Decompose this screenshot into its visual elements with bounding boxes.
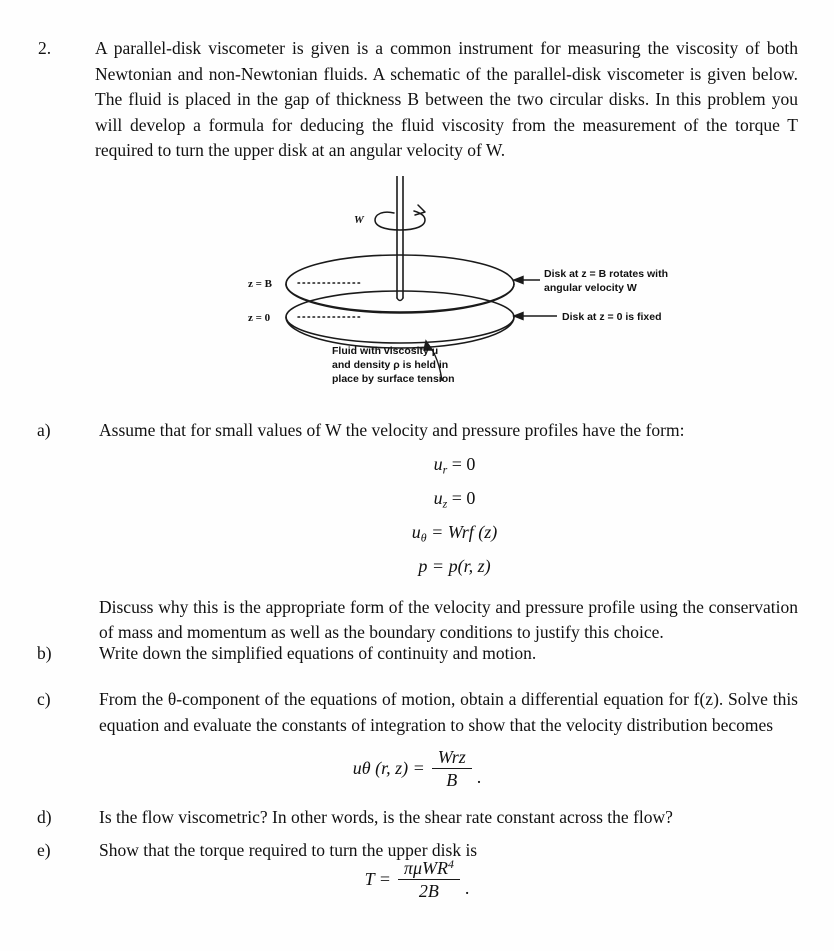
annotation-lower-line1: Disk at z = 0 is fixed — [562, 311, 662, 323]
part-b-prompt: Write down the simplified equations of continuity and motion. — [99, 643, 537, 663]
equation-pressure — [99, 552, 798, 586]
part-a-discussion: Discuss why this is the appropriate form of the velocity and pressure profile using the conservation of mass and momentum as well as the boundary conditions to justify this choice. — [99, 596, 798, 643]
equation-pressure-rhs: = p(r, z) — [431, 556, 491, 577]
velocity-equation-denominator: B — [446, 769, 458, 790]
torque-numerator-exponent: 4 — [447, 857, 454, 871]
velocity-distribution-equation — [0, 748, 834, 790]
equation-utheta-rhs: = Wrf (z) — [431, 522, 498, 543]
annotation-upper-line2: angular velocity W — [544, 282, 637, 294]
equation-uz — [99, 484, 798, 518]
part-c-label: c) — [37, 689, 51, 709]
part-b — [37, 641, 798, 667]
shaft — [397, 176, 403, 301]
equation-utheta-lhs: u — [411, 522, 421, 543]
part-b-label: b) — [37, 643, 52, 663]
torque-equation-numerator — [398, 858, 460, 880]
part-d — [37, 805, 798, 831]
part-c-prompt: From the θ-component of the equations of motion, obtain a differential equation for f(z). Solve this equation and evaluate the constants of integration to show that the velocity distribution becomes — [99, 689, 798, 735]
caption-line3: place by surface tension — [332, 373, 455, 385]
shaft-label: W — [354, 214, 364, 226]
problem-intro — [38, 36, 798, 164]
equation-utheta — [99, 518, 798, 552]
caption-line2: and density ρ is held in — [332, 359, 449, 371]
part-e-label: e) — [37, 840, 51, 860]
velocity-equation-period: . — [476, 766, 482, 787]
equation-utheta-sub: θ — [420, 530, 427, 545]
torque-equation-period: . — [464, 877, 470, 898]
part-d-label: d) — [37, 807, 52, 827]
equation-uz-lhs: u — [433, 487, 443, 508]
viscometer-schematic — [232, 176, 722, 396]
torque-equation-lhs: T = — [364, 868, 391, 889]
part-a-prompt: Assume that for small values of W the velocity and pressure profiles have the form: — [99, 420, 685, 440]
caption-line1: Fluid with viscosity μ — [332, 345, 439, 357]
part-a-equations — [99, 450, 798, 587]
lower-disk — [286, 291, 514, 348]
viscometer-svg — [232, 176, 722, 396]
upper-disk — [286, 255, 514, 313]
equation-ur — [99, 450, 798, 484]
velocity-equation-fraction — [432, 748, 472, 790]
left-label-z-b: z = B — [248, 278, 272, 290]
rotation-arrow — [375, 205, 425, 230]
part-c — [37, 687, 798, 738]
part-a — [37, 418, 798, 646]
velocity-equation-numerator: Wrz — [432, 748, 472, 769]
equation-ur-rhs: = 0 — [451, 453, 476, 474]
part-d-prompt: Is the flow viscometric? In other words, is the shear rate constant across the flow? — [99, 807, 673, 827]
part-a-label: a) — [37, 420, 51, 440]
problem-number: 2. — [38, 38, 52, 58]
torque-equation — [0, 858, 834, 901]
equation-ur-lhs: u — [433, 453, 443, 474]
part-e-prompt: Show that the torque required to turn the upper disk is — [99, 840, 478, 860]
equation-pressure-lhs: p — [418, 556, 428, 577]
torque-numerator-base: πμWR — [403, 858, 448, 879]
equation-uz-rhs: = 0 — [451, 487, 476, 508]
annotation-upper-line1: Disk at z = B rotates with — [544, 268, 668, 280]
velocity-equation-lhs: uθ (r, z) = — [352, 758, 425, 779]
equation-uz-sub: z — [442, 496, 448, 511]
torque-equation-denominator: 2B — [418, 881, 439, 902]
equation-ur-sub: r — [442, 461, 448, 476]
torque-equation-fraction — [398, 858, 460, 901]
problem-intro-text: A parallel-disk viscometer is given is a common instrument for measuring the viscosity of both Newtonian and non-Newtonian fluids. A schematic of the parallel-disk viscometer is given below. The fluid is placed in the gap of thickness B between the two circular disks. In this problem you will develop a formula for deducing the fluid viscosity from the measurement of the torque T required to turn the upper disk at an angular velocity of W. — [95, 38, 798, 160]
left-label-z-0: z = 0 — [248, 312, 271, 324]
